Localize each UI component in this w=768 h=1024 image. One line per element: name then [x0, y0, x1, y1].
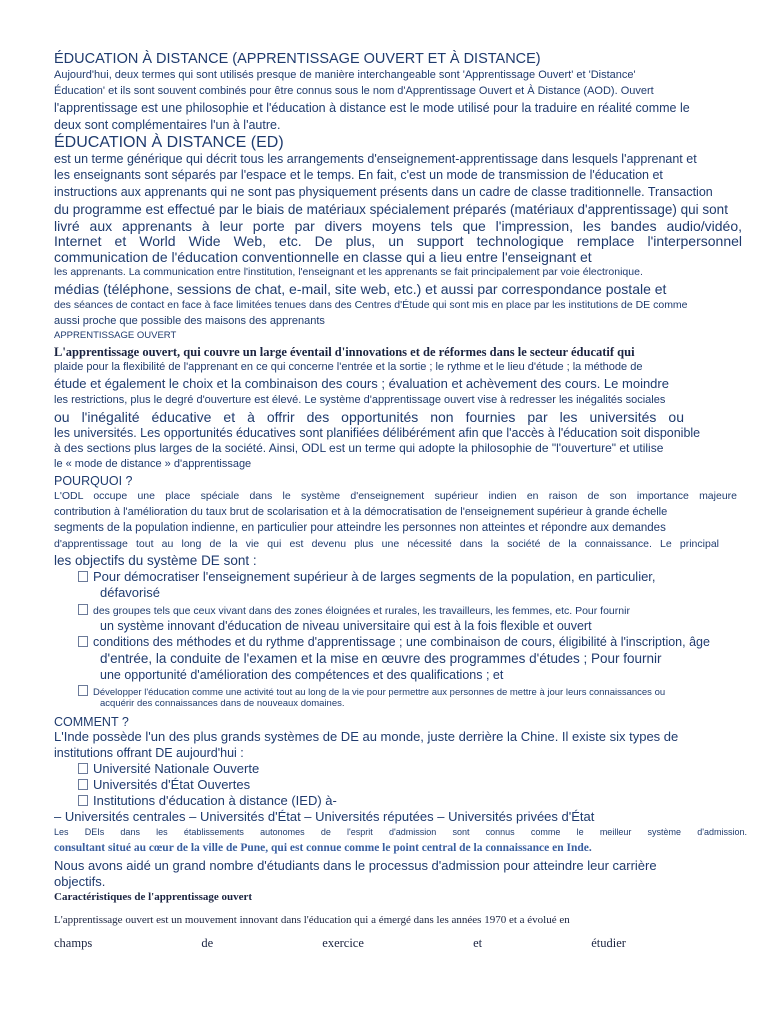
- paragraph-line: plaide pour la flexibilité de l'apprenant en ce qui concerne l'entrée et la sortie ; le rythme et le lieu d'étude ; la méthode de: [54, 361, 643, 373]
- paragraph-line: contribution à l'amélioration du taux brut de scolarisation et à la démocratisation de l'enseignement supérieur à grande échelle: [54, 506, 668, 518]
- paragraph-line: du programme est effectué par le biais de matériaux spécialement préparés (matériaux d'apprentissage) qui sont: [54, 202, 728, 217]
- paragraph-line: Nous avons aidé un grand nombre d'étudiants dans le processus d'admission pour atteindre leur carrière: [54, 858, 657, 873]
- paragraph-line: les universités. Les opportunités éducatives sont planifiées délibérément afin que l'accès à l'éducation soit disponible: [54, 426, 701, 440]
- bullet-box-icon: [78, 571, 88, 582]
- paragraph-line: les apprenants. La communication entre l'institution, l'enseignant et les apprenants se fait principalement par voie électronique.: [54, 266, 643, 278]
- word: étudier: [591, 936, 626, 950]
- word: et: [473, 936, 483, 950]
- paragraph-line: Éducation' et ils sont souvent combinés pour être connus sous le nom d'Apprentissage Ouvert et À Distance (AOD). Ouvert: [54, 85, 654, 97]
- word: champs: [54, 936, 93, 950]
- paragraph-line-highlight: consultant situé au cœur de la ville de Pune, qui est connue comme le point central de la connaissance en Inde.: [54, 842, 592, 854]
- heading-open-learning-features: Caractéristiques de l'apprentissage ouvert: [54, 891, 253, 903]
- bullet-box-icon: [78, 795, 88, 806]
- paragraph-line: l'apprentissage est une philosophie et l'éducation à distance est le mode utilisé pour la traduire en réalité comme le: [54, 101, 690, 115]
- heading-why: POURQUOI ?: [54, 474, 133, 488]
- objective-continuation: d'entrée, la conduite de l'examen et la mise en œuvre des programmes d'études ; Pour fournir: [100, 651, 662, 666]
- paragraph-line: les restrictions, plus le degré d'ouverture est élevé. Le système d'apprentissage ouvert vise à redresser les inégalités sociales: [54, 394, 666, 406]
- paragraph-line: L'ODL occupe une place spéciale dans le système d'enseignement supérieur indien en raison de son importance majeure: [54, 490, 737, 502]
- paragraph-line: d'apprentissage tout au long de la vie qui est devenu plus une nécessité dans la société de la connaissance. Le principal: [54, 538, 719, 550]
- objective-continuation: une opportunité d'amélioration des compétences et des qualifications ; et: [100, 668, 504, 682]
- institution-text: Universités d'État Ouvertes: [93, 777, 251, 792]
- heading-distance-education: ÉDUCATION À DISTANCE (APPRENTISSAGE OUVERT ET À DISTANCE): [54, 51, 541, 67]
- paragraph-line: médias (téléphone, sessions de chat, e-mail, site web, etc.) et aussi par correspondance postale et: [54, 281, 667, 297]
- heading-ed: ÉDUCATION À DISTANCE (ED): [54, 134, 284, 151]
- paragraph-line: est un terme générique qui décrit tous les arrangements d'enseignement-apprentissage dans lesquels l'apprenant et: [54, 152, 697, 166]
- word: exercice: [322, 936, 364, 950]
- objective-text: Pour démocratiser l'enseignement supérieur à de larges segments de la population, en particulier,: [93, 569, 656, 584]
- paragraph-objectives-intro: les objectifs du système DE sont :: [54, 553, 257, 568]
- institution-text: Université Nationale Ouverte: [93, 761, 260, 776]
- bullet-box-icon: [78, 779, 88, 790]
- objective-text: des groupes tels que ceux vivant dans des zones éloignées et rurales, les travailleurs, les femmes, etc. Pour fournir: [93, 605, 630, 617]
- paragraph-line: à des sections plus larges de la société. Ainsi, ODL est un terme qui adopte la philosophie de "l'ouverture" et utilise: [54, 441, 664, 455]
- paragraph-line: L'apprentissage ouvert est un mouvement innovant dans l'éducation qui a émergé dans les années 1970 et a évolué en: [54, 914, 570, 926]
- objective-text: Développer l'éducation comme une activité tout au long de la vie pour permettre aux personnes de mettre à jour leurs connaissances ou: [93, 687, 666, 698]
- paragraph-line: instructions aux apprenants qui ne sont pas physiquement présents dans un cadre de classe traditionnelle. Transaction: [54, 185, 713, 199]
- heading-how: COMMENT ?: [54, 715, 129, 729]
- institution-item: [78, 778, 250, 793]
- paragraph-line: ou l'inégalité éducative et à offrir des opportunités non fournies par les universités ou: [54, 409, 684, 425]
- paragraph-line-spaced: [54, 936, 626, 950]
- institution-item: [78, 794, 337, 809]
- paragraph-line: Les DEIs dans les établissements autonomes de l'esprit d'admission sont connus comme le meilleur système d'admission.: [54, 827, 747, 837]
- paragraph-line: étude et également le choix et la combinaison des cours ; évaluation et achèvement des cours. Le moindre: [54, 376, 669, 391]
- paragraph-line: objectifs.: [54, 874, 106, 889]
- paragraph-line: institutions offrant DE aujourd'hui :: [54, 746, 244, 760]
- bullet-box-icon: [78, 763, 88, 774]
- paragraph-line: communication de l'éducation conventionnelle en classe qui a lieu entre l'enseignant et: [54, 249, 592, 265]
- paragraph-line: aussi proche que possible des maisons des apprenants: [54, 315, 325, 327]
- bullet-box-icon: [78, 636, 88, 647]
- institution-text: Institutions d'éducation à distance (IED) à-: [93, 793, 337, 808]
- paragraph-line: – Universités centrales – Universités d'État – Universités réputées – Universités privées d'État: [54, 809, 595, 824]
- objective-text: conditions des méthodes et du rythme d'apprentissage ; une combinaison de cours, éligibilité à l'inscription, âge: [93, 635, 710, 649]
- heading-open-learning: APPRENTISSAGE OUVERT: [54, 330, 177, 341]
- institution-item: [78, 762, 259, 777]
- objective-continuation: acquérir des connaissances dans de nouveaux domaines.: [100, 698, 345, 709]
- paragraph-line: le « mode de distance » d'apprentissage: [54, 458, 252, 470]
- paragraph-line: segments de la population indienne, en particulier pour atteindre les personnes non atteintes et répondre aux demandes: [54, 522, 666, 534]
- objective-continuation: défavorisé: [100, 585, 160, 600]
- paragraph-line: des séances de contact en face à face limitées tenues dans des Centres d'Étude qui sont mis en place par les institutions de DE comme: [54, 299, 688, 311]
- objective-item: [78, 570, 656, 585]
- objective-item: [78, 685, 665, 699]
- paragraph-line: deux sont complémentaires l'un à l'autre.: [54, 118, 281, 132]
- paragraph-lead-bold: L'apprentissage ouvert, qui couvre un large éventail d'innovations et de réformes dans le secteur éducatif qui: [54, 345, 635, 359]
- bullet-box-icon: [78, 604, 88, 615]
- paragraph-line: les enseignants sont séparés par l'espace et le temps. En fait, c'est un mode de transmission de l'éducation et: [54, 168, 663, 182]
- objective-item: [78, 635, 710, 649]
- word: de: [201, 936, 214, 950]
- objective-continuation: un système innovant d'éducation de niveau universitaire qui est à la fois flexible et ouvert: [100, 619, 592, 633]
- paragraph-line: Aujourd'hui, deux termes qui sont utilisés presque de manière interchangeable sont 'Apprentissage Ouvert' et 'Distance': [54, 69, 636, 81]
- paragraph-line: livré aux apprenants à leur porte par divers moyens tels que l'impression, les bandes audio/vidéo,: [54, 218, 742, 234]
- paragraph-line: L'Inde possède l'un des plus grands systèmes de DE au monde, juste derrière la Chine. Il existe six types de: [54, 729, 679, 744]
- objective-item: [78, 604, 630, 617]
- bullet-box-icon: [78, 685, 88, 696]
- paragraph-line: Internet et World Wide Web, etc. De plus, un support technologique remplace l'interpersonnel: [54, 233, 742, 249]
